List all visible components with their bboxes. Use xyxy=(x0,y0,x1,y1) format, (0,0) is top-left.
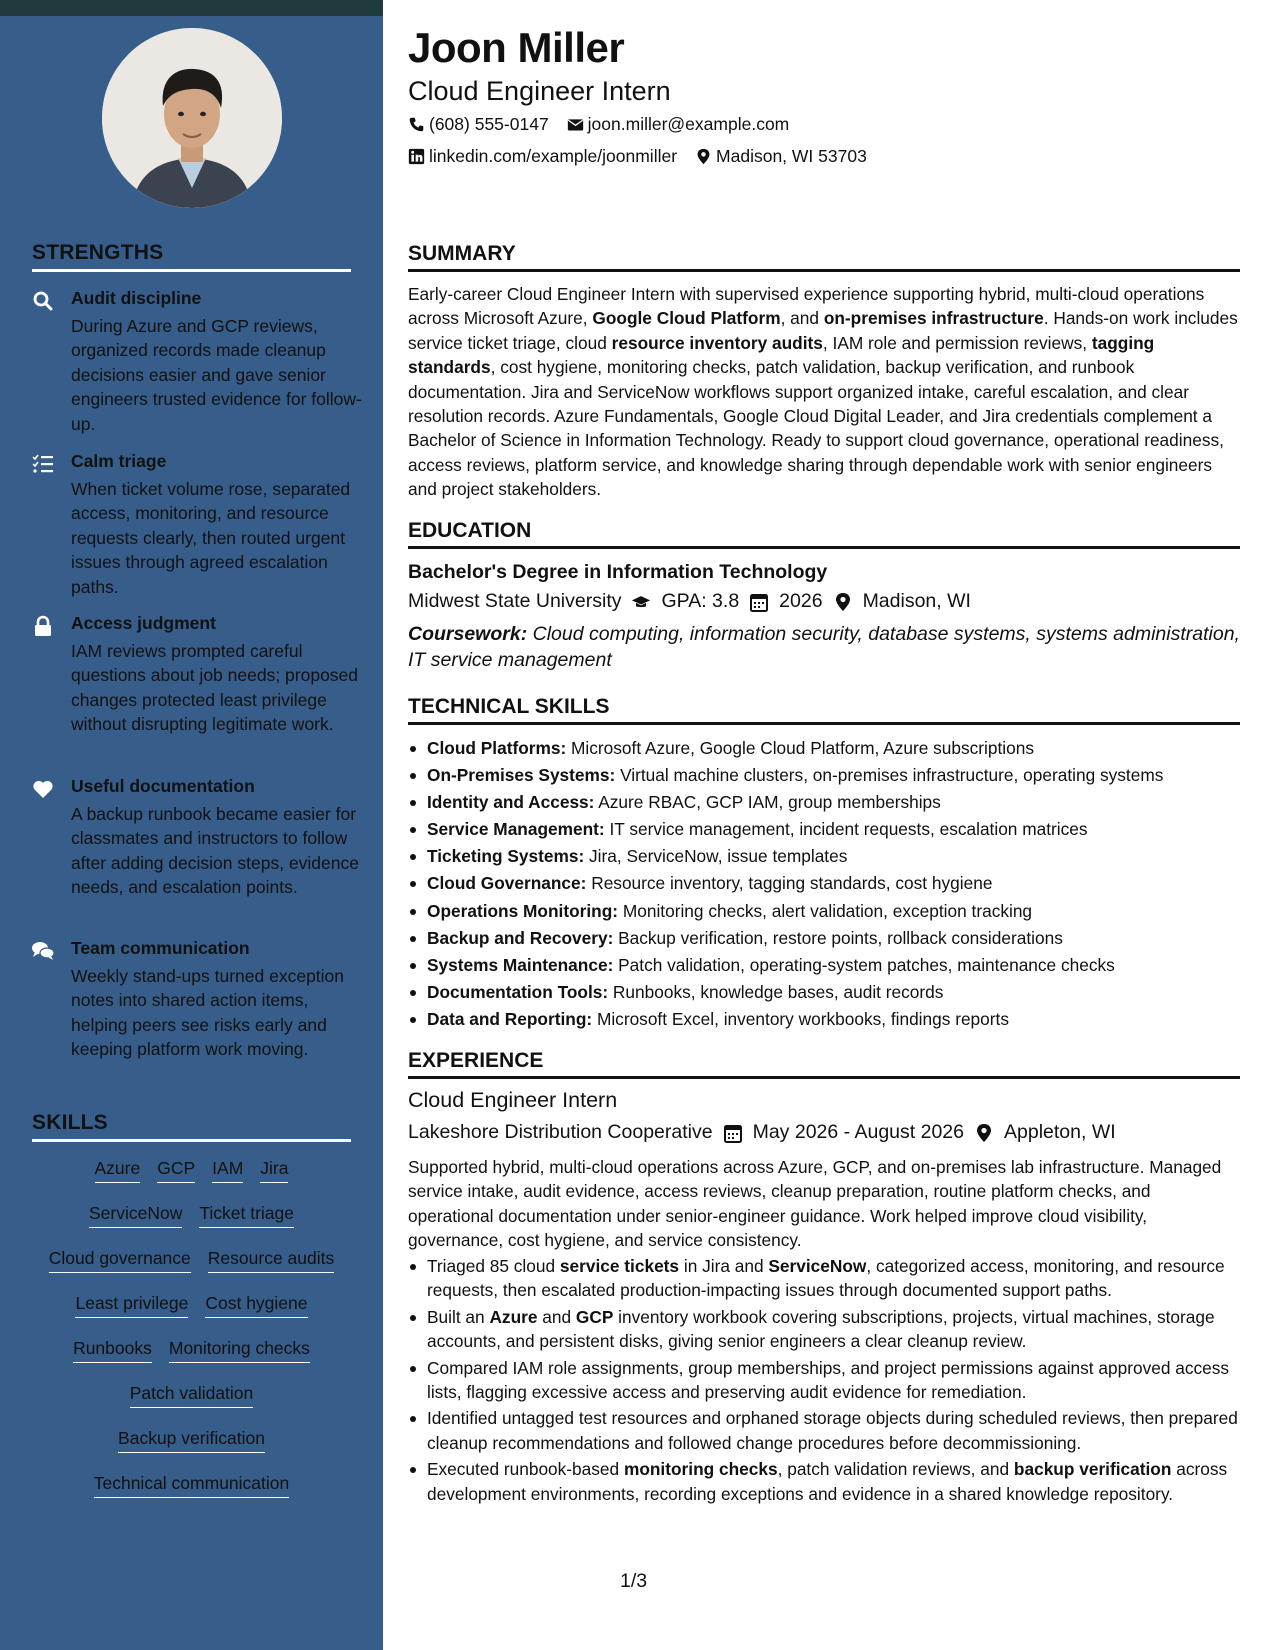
technical-skill-item xyxy=(408,762,1240,789)
skill-category: Identity and Access: xyxy=(427,792,595,813)
skill-values: Monitoring checks, alert validation, exception tracking xyxy=(618,900,1033,921)
linkedin-item[interactable] xyxy=(408,146,677,167)
skill-tag-row xyxy=(30,1157,353,1202)
strength-title: Team communication xyxy=(71,938,250,958)
experience-bullets xyxy=(408,1254,1240,1508)
skill-values: Runbooks, knowledge bases, audit records xyxy=(608,981,944,1002)
strength-description: During Azure and GCP reviews, organized records made cleanup decisions easier and gave senior engineers trusted evidence for follow-up. xyxy=(71,316,362,434)
skill-values: Microsoft Azure, Google Cloud Platform, Azure subscriptions xyxy=(566,738,1034,758)
skill-values: IT service management, incident requests, escalation matrices xyxy=(604,819,1088,840)
skill-values: Backup verification, restore points, rollback considerations xyxy=(613,927,1063,948)
experience-bullet xyxy=(408,1457,1240,1506)
skill-category: Service Management: xyxy=(427,819,605,840)
skill-tag-row xyxy=(30,1247,353,1292)
skill-tag: Technical communication xyxy=(94,1472,290,1498)
text-segment: , and xyxy=(780,308,824,329)
bold-text: Google Cloud Platform xyxy=(592,308,781,329)
lock-icon xyxy=(32,615,54,637)
skills-cloud xyxy=(30,1157,353,1517)
location-item xyxy=(695,146,867,167)
bold-text: resource inventory audits xyxy=(611,332,823,353)
text-segment: Built an xyxy=(427,1306,490,1327)
school-location: Madison, WI xyxy=(862,590,971,612)
calendar-icon xyxy=(749,592,769,612)
text-segment: , categorized access, monitoring, and resource requests, then escalated production-impacting issues through documented support paths. xyxy=(427,1256,1225,1301)
profile-photo xyxy=(102,28,282,208)
contact-row xyxy=(408,114,789,135)
strength-description: IAM reviews prompted careful questions about job needs; proposed changes protected least privilege without disrupting legitimate work. xyxy=(71,641,359,735)
strength-description: A backup runbook became easier for classmates and instructors to follow after adding decision steps, evidence needs, and escalation points. xyxy=(71,804,359,898)
text-segment: , patch validation reviews, and xyxy=(777,1459,1014,1480)
experience-bullet xyxy=(408,1406,1240,1455)
skill-tag: Ticket triage xyxy=(199,1202,294,1228)
experience-bullet xyxy=(408,1305,1240,1354)
job-details xyxy=(408,1121,1116,1144)
coursework-list: Cloud computing, information security, database systems, systems administration, IT service management xyxy=(408,623,1240,671)
technical-skill-item xyxy=(408,816,1240,843)
technical-skill-item xyxy=(408,789,1240,816)
skill-category: Cloud Governance: xyxy=(427,873,587,894)
skill-values: Jira, ServiceNow, issue templates xyxy=(584,846,848,867)
skill-tag: Patch validation xyxy=(130,1382,254,1408)
location-text: Madison, WI 53703 xyxy=(716,146,867,166)
map-marker-icon xyxy=(833,592,853,612)
technical-skill-item xyxy=(408,870,1240,897)
text-segment: across development environments, recording exceptions and evidence in a shared knowledge repository. xyxy=(427,1459,1228,1504)
skill-tag: Backup verification xyxy=(118,1427,265,1453)
job-title: Cloud Engineer Intern xyxy=(408,1088,618,1112)
skill-tag-row xyxy=(30,1427,353,1472)
strength-title: Useful documentation xyxy=(71,776,255,796)
linkedin-icon xyxy=(408,148,425,165)
skill-tag: Azure xyxy=(95,1157,141,1183)
experience-heading: EXPERIENCE xyxy=(408,1049,1240,1079)
skill-tag: IAM xyxy=(212,1157,243,1183)
experience-bullet xyxy=(408,1356,1240,1405)
skill-tag: Least privilege xyxy=(75,1292,188,1318)
skill-values: Virtual machine clusters, on-premises infrastructure, operating systems xyxy=(615,765,1164,786)
bold-text: service tickets xyxy=(559,1256,680,1276)
skill-tag-row xyxy=(30,1292,353,1337)
skill-tag: Cloud governance xyxy=(49,1247,191,1273)
text-segment: Compared IAM role assignments, group memberships, and project permissions against approved access lists, flagging excessive access and preserving audit evidence for remediation. xyxy=(427,1357,1230,1403)
bold-text: backup verification xyxy=(1013,1459,1172,1480)
strength-description: Weekly stand-ups turned exception notes into shared action items, helping peers see risks early and keeping platform work moving. xyxy=(71,966,345,1060)
graduation-year: 2026 xyxy=(779,590,823,612)
email-item[interactable] xyxy=(567,114,790,135)
candidate-name: Joon Miller xyxy=(408,24,625,71)
skill-tag-row xyxy=(30,1337,353,1382)
technical-skill-item xyxy=(408,898,1240,925)
bold-text: ServiceNow xyxy=(768,1256,867,1276)
map-marker-icon xyxy=(695,148,712,165)
skill-category: Cloud Platforms: xyxy=(427,738,567,758)
school-name: Midwest State University xyxy=(408,590,622,612)
page-indicator: 1/3 xyxy=(620,1570,648,1592)
skill-tag: Cost hygiene xyxy=(205,1292,307,1318)
phone-item xyxy=(408,114,549,135)
education-heading: EDUCATION xyxy=(408,519,1240,549)
skill-values: Azure RBAC, GCP IAM, group memberships xyxy=(594,792,941,813)
coursework xyxy=(408,621,1240,673)
skill-category: Operations Monitoring: xyxy=(427,900,619,921)
text-segment: inventory workbook covering subscriptions, projects, virtual machines, storage accounts, and persistent disks, giving senior engineers a clear cleanup review. xyxy=(427,1306,1215,1352)
text-segment: Identified untagged test resources and orphaned storage objects during scheduled reviews, then prepared cleanup recommendations and followed change procedures before decommissioning. xyxy=(427,1408,1238,1453)
bold-text: Azure xyxy=(489,1306,538,1327)
degree-title: Bachelor's Degree in Information Technology xyxy=(408,561,828,583)
skill-category: Ticketing Systems: xyxy=(427,846,585,867)
technical-skills-list xyxy=(408,735,1240,1033)
job-description: Supported hybrid, multi-cloud operations across Azure, GCP, and on-premises lab infrastructure. Managed service intake, audit evidence, access reviews, cleanup preparation, routine platform checks, and operational documentation under senior-engineer guidance. Work helped improve cloud visibility, governance, cost hygiene, and service consistency. xyxy=(408,1157,1222,1251)
envelope-icon xyxy=(567,116,584,133)
text-segment: Early-career Cloud Engineer Intern with supervised experience supporting hybrid, multi-cloud operations across Microsoft Azure, xyxy=(408,284,1205,329)
bold-text: tagging standards xyxy=(408,332,1155,378)
skill-tag: Jira xyxy=(260,1157,288,1183)
technical-skills-heading: TECHNICAL SKILLS xyxy=(408,695,1240,725)
phone-icon xyxy=(408,116,425,133)
technical-skill-item xyxy=(408,1006,1240,1033)
search-icon xyxy=(32,290,54,312)
skill-category: On-Premises Systems: xyxy=(427,765,616,786)
skill-category: Systems Maintenance: xyxy=(427,954,614,975)
skill-tag: ServiceNow xyxy=(89,1202,182,1228)
bold-text: on-premises infrastructure xyxy=(823,308,1044,329)
phone-text: (608) 555-0147 xyxy=(429,114,549,134)
contact-row xyxy=(408,146,867,167)
skill-tag-row xyxy=(30,1202,353,1247)
skill-tag-row xyxy=(30,1472,353,1517)
skill-values: Patch validation, operating-system patches, maintenance checks xyxy=(613,954,1115,975)
skill-category: Documentation Tools: xyxy=(427,981,609,1002)
technical-skill-item xyxy=(408,843,1240,870)
job-location: Appleton, WI xyxy=(1004,1121,1116,1143)
comments-icon xyxy=(32,940,54,962)
skill-tag: Runbooks xyxy=(73,1337,152,1363)
skill-category: Backup and Recovery: xyxy=(427,927,614,948)
skill-category: Data and Reporting: xyxy=(427,1008,593,1029)
skill-tag: GCP xyxy=(157,1157,195,1183)
top-accent-bar xyxy=(0,0,383,16)
email-text[interactable]: joon.miller@example.com xyxy=(587,114,790,134)
text-segment: Triaged 85 cloud xyxy=(427,1256,560,1276)
list-check-icon xyxy=(32,453,54,475)
strength-title: Access judgment xyxy=(71,613,216,633)
skill-values: Resource inventory, tagging standards, cost hygiene xyxy=(586,873,993,894)
coursework-label: Coursework: xyxy=(408,623,528,645)
education-details xyxy=(408,590,971,613)
strength-title: Calm triage xyxy=(71,451,167,471)
summary-heading: SUMMARY xyxy=(408,242,1240,272)
linkedin-text[interactable]: linkedin.com/example/joonmiller xyxy=(429,146,678,166)
skill-tag: Resource audits xyxy=(208,1247,334,1273)
summary-text xyxy=(408,282,1240,502)
text-segment: . Hands-on work includes service ticket triage, cloud xyxy=(408,308,1238,353)
bold-text: monitoring checks xyxy=(623,1459,778,1480)
text-segment: Executed runbook-based xyxy=(427,1459,624,1480)
calendar-icon xyxy=(723,1123,743,1143)
strengths-heading: STRENGTHS xyxy=(32,241,351,272)
technical-skill-item xyxy=(408,979,1240,1006)
job-dates: May 2026 - August 2026 xyxy=(752,1121,964,1143)
graduation-cap-icon xyxy=(631,592,651,612)
technical-skill-item xyxy=(408,952,1240,979)
skill-tag-row xyxy=(30,1382,353,1427)
technical-skill-item xyxy=(408,925,1240,952)
skill-values: Microsoft Excel, inventory workbooks, findings reports xyxy=(592,1008,1009,1029)
text-segment: , cost hygiene, monitoring checks, patch validation, backup verification, and runbook documentation. Jira and ServiceNow workflows support organized intake, careful escalation, and clear resolution records. Azure Fundamentals, Google Cloud Digital Leader, and Jira credentials complement a Bachelor of Science in Information Technology. Ready to support cloud governance, operational readiness, access reviews, platform service, and knowledge sharing through dependable work with senior engineers and project stakeholders. xyxy=(408,357,1224,500)
technical-skill-item xyxy=(408,735,1240,762)
heart-icon xyxy=(32,778,54,800)
bold-text: GCP xyxy=(575,1306,614,1327)
text-segment: in Jira and xyxy=(679,1256,769,1276)
text-segment: and xyxy=(537,1306,576,1327)
experience-bullet xyxy=(408,1254,1240,1303)
candidate-role: Cloud Engineer Intern xyxy=(408,76,671,106)
skill-tag: Monitoring checks xyxy=(169,1337,310,1363)
strength-title: Audit discipline xyxy=(71,288,202,308)
company-name: Lakeshore Distribution Cooperative xyxy=(408,1121,713,1143)
map-marker-icon xyxy=(974,1123,994,1143)
strength-description: When ticket volume rose, separated access, monitoring, and resource requests clearly, then routed urgent issues through agreed escalation paths. xyxy=(71,479,351,597)
text-segment: , IAM role and permission reviews, xyxy=(822,332,1092,353)
gpa-text: GPA: 3.8 xyxy=(661,590,740,612)
skills-heading: SKILLS xyxy=(32,1111,351,1142)
